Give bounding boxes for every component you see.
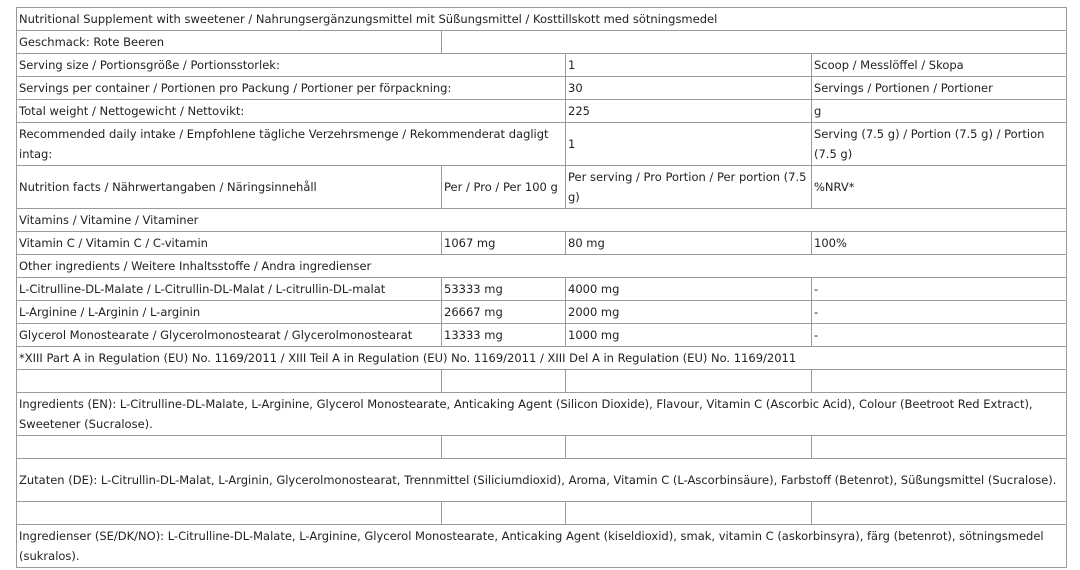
table-row [17,301,1067,324]
empty-cell [17,436,442,459]
table-row [17,278,1067,301]
servings-per-container-value: 30 [566,77,812,100]
table-row [17,502,1067,525]
table-row [17,100,1067,123]
nutrient-per100: 1067 mg [442,232,566,255]
total-weight-value: 225 [566,100,812,123]
empty-cell [442,436,566,459]
table-row [17,255,1067,278]
table-row [17,54,1067,77]
nutrient-per100: 26667 mg [442,301,566,324]
flavour-label: Geschmack: Rote Beeren [17,31,442,54]
nutrient-name: Glycerol Monostearate / Glycerolmonostearat / Glycerolmonostearat [17,324,442,347]
empty-cell [442,31,1067,54]
nutrition-table [16,7,1067,568]
empty-cell [566,436,812,459]
empty-cell [17,370,442,393]
servings-per-container-label: Servings per container / Portionen pro Packung / Portioner per förpackning: [17,77,566,100]
table-row [17,393,1067,436]
daily-intake-label: Recommended daily intake / Empfohlene tägliche Verzehrsmenge / Rekommenderat dagligt intag: [17,123,566,166]
product-title: Nutritional Supplement with sweetener / Nahrungsergänzungsmittel mit Süßungsmittel / Kosttillskott med sötningsmedel [17,8,1067,31]
table-row [17,347,1067,370]
table-row [17,31,1067,54]
table-row [17,77,1067,100]
ingredients-de: Zutaten (DE): L-Citrullin-DL-Malat, L-Arginin, Glycerolmonostearat, Trennmittel (Siliciumdioxid), Aroma, Vitamin C (L-Ascorbinsäure), Farbstoff (Betenrot), Süßungsmittel (Sucralose). [17,459,1067,502]
empty-cell [442,370,566,393]
table-row [17,123,1067,166]
table-row [17,166,1067,209]
empty-cell [17,502,442,525]
facts-header-perserving: Per serving / Pro Portion / Per portion (7.5 g) [566,166,812,209]
table-row [17,459,1067,502]
nutrient-per100: 13333 mg [442,324,566,347]
nutrient-per100: 53333 mg [442,278,566,301]
nutrient-nrv: - [812,301,1067,324]
table-row [17,436,1067,459]
facts-header-label: Nutrition facts / Nährwertangaben / Näringsinnehåll [17,166,442,209]
table-row [17,370,1067,393]
nutrient-perserving: 2000 mg [566,301,812,324]
empty-cell [812,436,1067,459]
nutrient-nrv: - [812,324,1067,347]
facts-header-per100: Per / Pro / Per 100 g [442,166,566,209]
empty-cell [812,370,1067,393]
table-row [17,209,1067,232]
nutrient-name: L-Arginine / L-Arginin / L-arginin [17,301,442,324]
serving-size-unit: Scoop / Messlöffel / Skopa [812,54,1067,77]
daily-intake-unit: Serving (7.5 g) / Portion (7.5 g) / Portion (7.5 g) [812,123,1067,166]
servings-per-container-unit: Servings / Portionen / Portioner [812,77,1067,100]
empty-cell [812,502,1067,525]
empty-cell [442,502,566,525]
daily-intake-value: 1 [566,123,812,166]
regulation-footnote: *XIII Part A in Regulation (EU) No. 1169/2011 / XIII Teil A in Regulation (EU) No. 1169/2011 / XIII Del A in Regulation (EU) No. 1169/2011 [17,347,1067,370]
nutrient-name: Vitamin C / Vitamin C / C-vitamin [17,232,442,255]
serving-size-label: Serving size / Portionsgröße / Portionsstorlek: [17,54,566,77]
empty-cell [566,370,812,393]
other-header: Other ingredients / Weitere Inhaltsstoffe / Andra ingredienser [17,255,1067,278]
serving-size-value: 1 [566,54,812,77]
nutrient-perserving: 4000 mg [566,278,812,301]
total-weight-unit: g [812,100,1067,123]
vitamins-header: Vitamins / Vitamine / Vitaminer [17,209,1067,232]
ingredients-en: Ingredients (EN): L-Citrulline-DL-Malate, L-Arginine, Glycerol Monostearate, Anticaking Agent (Silicon Dioxide), Flavour, Vitamin C (Ascorbic Acid), Colour (Beetroot Red Extract), Sweetener (Sucralose). [17,393,1067,436]
facts-header-nrv: %NRV* [812,166,1067,209]
nutrient-name: L-Citrulline-DL-Malate / L-Citrullin-DL-Malat / L-citrullin-DL-malat [17,278,442,301]
ingredients-se: Ingredienser (SE/DK/NO): L-Citrulline-DL-Malate, L-Arginine, Glycerol Monostearate, Anticaking Agent (kiseldioxid), smak, vitamin C (askorbinsyra), färg (betenrot), sötningsmedel (sukralos). [17,525,1067,568]
table-row [17,8,1067,31]
nutrient-nrv: 100% [812,232,1067,255]
nutrient-perserving: 1000 mg [566,324,812,347]
nutrient-perserving: 80 mg [566,232,812,255]
table-row [17,324,1067,347]
nutrient-nrv: - [812,278,1067,301]
total-weight-label: Total weight / Nettogewicht / Nettovikt: [17,100,566,123]
table-row [17,525,1067,568]
empty-cell [566,502,812,525]
table-row [17,232,1067,255]
